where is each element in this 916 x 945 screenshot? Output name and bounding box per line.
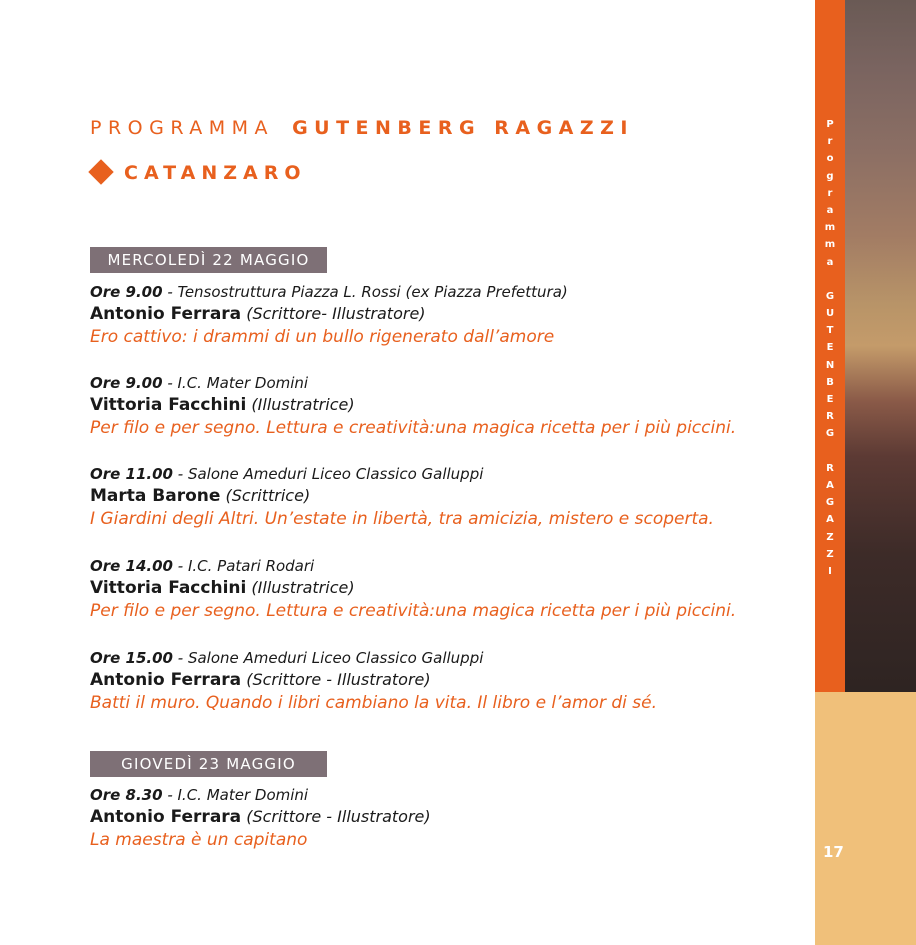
sidebar-vertical-letter: R xyxy=(826,411,834,423)
sidebar-landscape-image xyxy=(845,0,916,692)
event-item xyxy=(90,647,657,715)
event-time: Ore 15.00 xyxy=(90,649,173,667)
sidebar-vertical-letter: a xyxy=(826,256,834,268)
event-venue: - I.C. Mater Domini xyxy=(162,786,309,804)
event-role: (Illustratrice) xyxy=(246,395,355,414)
sidebar-vertical-letter: a xyxy=(826,204,834,216)
sidebar-vertical-letter: E xyxy=(826,394,834,405)
sidebar-vertical-letter: G xyxy=(825,428,835,440)
event-author: Vittoria Facchini xyxy=(90,395,247,415)
sidebar-vertical-letter: G xyxy=(825,290,835,302)
event-author: Marta Barone xyxy=(90,486,221,506)
event-author: Antonio Ferrara xyxy=(90,807,242,827)
event-item xyxy=(90,784,431,852)
event-author: Antonio Ferrara xyxy=(90,670,242,690)
city-heading xyxy=(92,162,307,184)
sidebar-vertical-letter: R xyxy=(826,462,834,474)
sidebar-vertical-letter: G xyxy=(825,497,835,509)
event-role: (Illustratrice) xyxy=(246,578,355,597)
sidebar-vertical-letter: r xyxy=(827,136,833,148)
sidebar-vertical-letter: g xyxy=(826,170,834,182)
sidebar-vertical-letter: E xyxy=(826,342,834,354)
event-role: (Scrittrice) xyxy=(220,486,311,505)
event-author: Antonio Ferrara xyxy=(90,304,242,324)
event-venue: - Salone Ameduri Liceo Classico Galluppi xyxy=(173,465,484,483)
event-venue: - I.C. Patari Rodari xyxy=(173,557,315,575)
event-title: Batti il muro. Quando i libri cambiano la vita. Il libro e l’amor di sé. xyxy=(90,693,657,713)
sidebar-vertical-letter: B xyxy=(826,376,834,388)
sidebar-vertical-letter xyxy=(828,443,831,460)
event-title: La maestra è un capitano xyxy=(90,830,308,850)
event-item xyxy=(90,281,568,349)
sidebar-vertical-letter: U xyxy=(825,308,835,320)
event-title: I Giardini degli Altri. Un’estate in libertà, tra amicizia, mistero e scoperta. xyxy=(90,509,714,529)
event-time: Ore 9.00 xyxy=(90,374,163,392)
sidebar-vertical-title xyxy=(822,116,838,580)
day-label: GIOVEDÌ 23 MAGGIO xyxy=(90,751,327,777)
event-item xyxy=(90,463,714,531)
city-name: CATANZARO xyxy=(124,162,307,184)
sidebar-vertical-letter: P xyxy=(826,119,834,130)
sidebar-vertical-letter: Z xyxy=(826,548,834,560)
sidebar-vertical-letter: N xyxy=(825,359,835,371)
sidebar-vertical-letter: r xyxy=(827,187,833,199)
header-label-bold: GUTENBERG RAGAZZI xyxy=(292,117,634,139)
event-title: Per filo e per segno. Lettura e creatività:una magica ricetta per i più piccini. xyxy=(90,418,737,438)
day-label: MERCOLEDÌ 22 MAGGIO xyxy=(90,247,327,273)
event-time: Ore 14.00 xyxy=(90,557,173,575)
event-item xyxy=(90,372,736,440)
event-venue: - Salone Ameduri Liceo Classico Galluppi xyxy=(173,649,484,667)
event-title: Per filo e per segno. Lettura e creatività:una magica ricetta per i più piccini. xyxy=(90,601,737,621)
event-role: (Scrittore - Illustratore) xyxy=(241,670,431,689)
event-time: Ore 9.00 xyxy=(90,283,163,301)
sidebar-vertical-letter: m xyxy=(824,222,836,234)
event-item xyxy=(90,555,736,623)
event-title: Ero cattivo: i drammi di un bullo rigenerato dall’amore xyxy=(90,327,555,347)
sidebar-vertical-letter: A xyxy=(826,514,834,526)
page-number: 17 xyxy=(823,843,844,861)
sidebar-vertical-letter: I xyxy=(828,565,832,577)
diamond-bullet-icon xyxy=(88,159,113,184)
event-author: Vittoria Facchini xyxy=(90,578,247,598)
event-role: (Scrittore- Illustratore) xyxy=(241,304,426,323)
sidebar-vertical-letter: o xyxy=(826,153,834,165)
sidebar-vertical-letter: T xyxy=(826,325,834,337)
program-header xyxy=(90,117,634,139)
event-venue: - I.C. Mater Domini xyxy=(162,374,309,392)
event-venue: - Tensostruttura Piazza L. Rossi (ex Piazza Prefettura) xyxy=(162,283,568,301)
header-label-light: PROGRAMMA xyxy=(90,117,275,139)
sidebar-vertical-letter: m xyxy=(824,239,836,251)
sidebar-footer-band xyxy=(815,692,916,945)
event-time: Ore 8.30 xyxy=(90,786,163,804)
sidebar-vertical-letter xyxy=(828,271,831,288)
event-role: (Scrittore - Illustratore) xyxy=(241,807,431,826)
sidebar-vertical-letter: Z xyxy=(826,531,834,543)
sidebar-vertical-letter: A xyxy=(826,479,834,491)
event-time: Ore 11.00 xyxy=(90,465,173,483)
